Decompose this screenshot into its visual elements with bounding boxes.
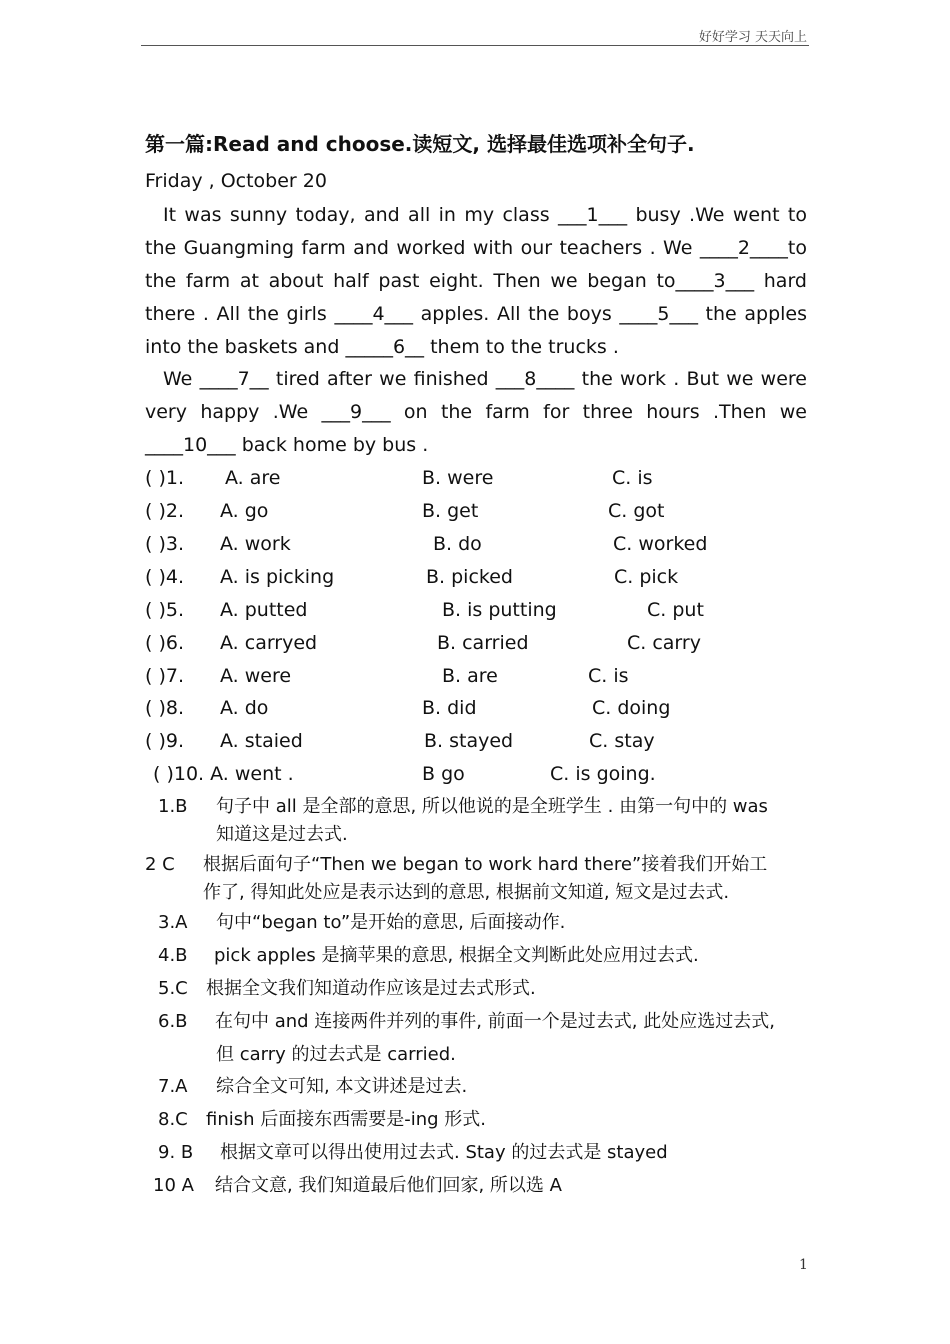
page-number: 1 (799, 1257, 808, 1273)
explanation-item (153, 1171, 562, 1200)
option-a: A. go (220, 500, 269, 522)
question-prefix: ( )7. (145, 665, 184, 687)
option-c: C. is going. (550, 763, 656, 785)
explanation-line: 根据后面句子“Then we began to work hard there”接着我们开始工 (203, 854, 768, 875)
explanation-item (158, 1138, 668, 1167)
option-c: C. is (612, 467, 653, 489)
option-c: C. is (588, 665, 629, 687)
option-c: C. put (647, 599, 704, 621)
explanation-item (158, 1105, 487, 1134)
question-prefix: ( )4. (145, 566, 184, 588)
option-a: A. staied (220, 730, 303, 752)
explanation-item (158, 941, 699, 970)
option-b: B. did (422, 697, 477, 719)
question-prefix: ( )3. (145, 533, 184, 555)
explanation-item (158, 974, 536, 1003)
question-row (145, 660, 825, 693)
answer-key: 7.A (158, 1076, 188, 1097)
option-b: B. stayed (424, 730, 514, 752)
option-c: C. stay (589, 730, 655, 752)
explanation-line: 但 carry 的过去式是 carried. (216, 1044, 456, 1065)
question-prefix: ( )9. (145, 730, 184, 752)
answer-key: 9. B (158, 1142, 194, 1163)
question-prefix: ( )1. (145, 467, 184, 489)
question-prefix: ( )6. (145, 632, 184, 654)
question-prefix: ( )10. A. went . (153, 763, 294, 785)
answer-key: 10 A (153, 1175, 194, 1196)
option-b: B. get (422, 500, 479, 522)
passage-date: Friday , October 20 (145, 170, 327, 192)
explanation-line: 在句中 and 连接两件并列的事件, 前面一个是过去式, 此处应选过去式, (215, 1011, 775, 1032)
passage-paragraph-2: We ____7__ tired after we finished ___8____ the work . But we were very happy .We ___9___ on the farm for three hours .Then we ____10___ back home by bus . (145, 368, 807, 456)
question-row (145, 627, 825, 660)
question-row (145, 561, 825, 594)
option-b: B. were (422, 467, 494, 489)
answer-key: 6.B (158, 1011, 188, 1032)
question-row (145, 692, 825, 725)
question-prefix: ( )2. (145, 500, 184, 522)
option-b: B. carried (437, 632, 529, 654)
explanation-line: 知道这是过去式. (216, 824, 348, 845)
option-b: B go (422, 763, 465, 785)
option-a: A. do (220, 697, 269, 719)
explanation-line: 句子中 all 是全部的意思, 所以他说的是全班学生 . 由第一句中的 was (216, 796, 768, 817)
option-c: C. pick (614, 566, 679, 588)
question-row (145, 495, 825, 528)
option-c: C. got (608, 500, 665, 522)
option-a: A. are (225, 467, 281, 489)
question-row (145, 725, 825, 758)
answer-key: 2 C (145, 854, 175, 875)
explanation-item (158, 792, 768, 845)
answer-key: 8.C (158, 1109, 188, 1130)
answer-key: 1.B (158, 796, 188, 817)
option-a: A. were (220, 665, 292, 687)
answer-key: 3.A (158, 912, 188, 933)
question-row (145, 528, 825, 561)
option-a: A. work (220, 533, 291, 555)
explanation-line: 结合文意, 我们知道最后他们回家, 所以选 A (215, 1175, 562, 1196)
question-row (145, 758, 825, 791)
explanation-line: 句中“began to”是开始的意思, 后面接动作. (216, 912, 566, 933)
question-prefix: ( )8. (145, 697, 184, 719)
question-prefix: ( )5. (145, 599, 184, 621)
section-title: 第一篇:Read and choose.读短文, 选择最佳选项补全句子. (145, 132, 695, 156)
option-a: A. is picking (220, 566, 335, 588)
header-divider (141, 45, 809, 46)
explanation-item (158, 908, 566, 937)
header-motto: 好好学习 天天向上 (698, 30, 807, 45)
question-row (145, 462, 825, 495)
explanation-item (158, 1072, 468, 1101)
explanation-line: 根据文章可以得出使用过去式. Stay 的过去式是 stayed (220, 1142, 668, 1163)
option-c: C. worked (613, 533, 708, 555)
option-c: C. carry (627, 632, 701, 654)
passage-paragraph-1: It was sunny today, and all in my class ___1___ busy .We went to the Guangming farm and worked with our teachers . We ____2____to the farm at about half past eight. Then we began to____3___ hard there . All the girls ____4___ apples. All the boys ____5___ the apples into the baskets and _____6__ them to the trucks . (145, 204, 807, 358)
option-a: A. putted (220, 599, 308, 621)
explanation-line: pick apples 是摘苹果的意思, 根据全文判断此处应用过去式. (214, 945, 699, 966)
explanation-line: 综合全文可知, 本文讲述是过去. (216, 1076, 468, 1097)
option-b: B. do (433, 533, 482, 555)
explanation-line: finish 后面接东西需要是-ing 形式. (206, 1109, 487, 1130)
option-b: B. is putting (442, 599, 557, 621)
explanation-item (145, 850, 768, 903)
explanation-item (158, 1007, 775, 1065)
explanation-line: 作了, 得知此处应是表示达到的意思, 根据前文知道, 短文是过去式. (203, 882, 730, 903)
option-a: A. carryed (220, 632, 318, 654)
question-row (145, 594, 825, 627)
answer-key: 4.B (158, 945, 188, 966)
option-b: B. picked (426, 566, 513, 588)
answer-key: 5.C (158, 978, 188, 999)
option-b: B. are (442, 665, 498, 687)
explanation-line: 根据全文我们知道动作应该是过去式形式. (206, 978, 536, 999)
option-c: C. doing (592, 697, 671, 719)
